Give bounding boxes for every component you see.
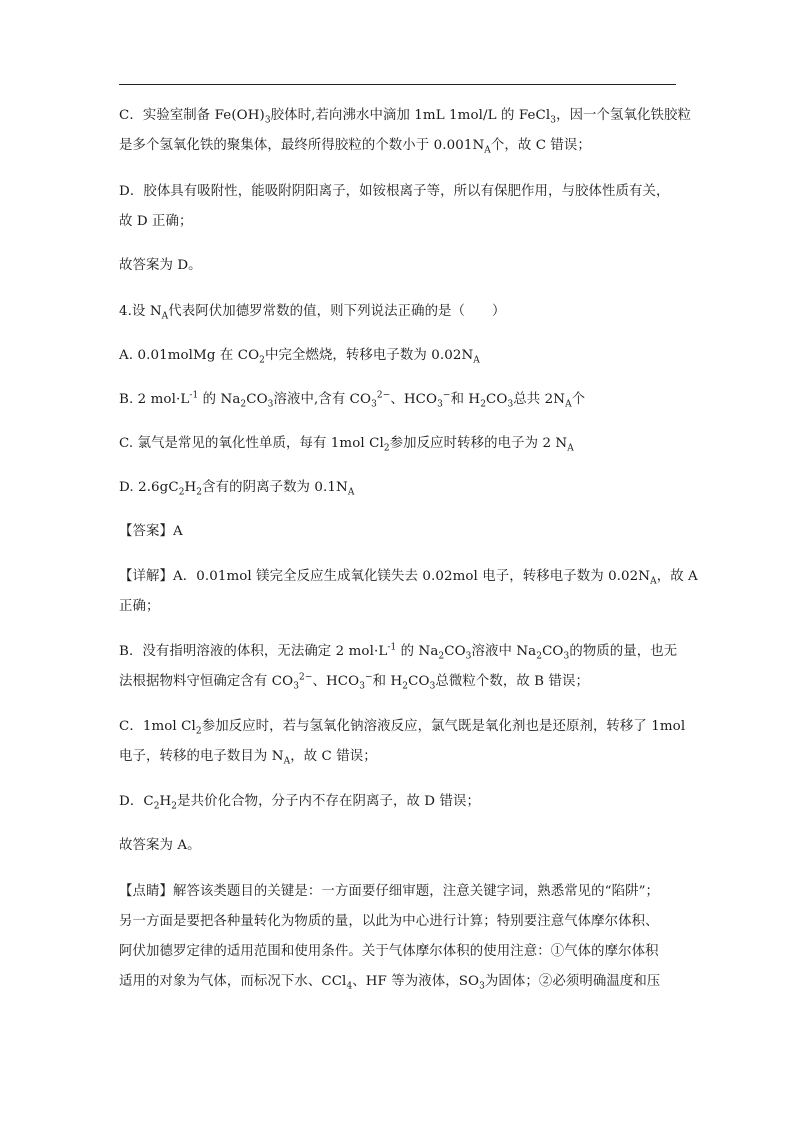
text-line — [119, 479, 689, 497]
subscript: 3 — [293, 681, 300, 692]
text-line — [119, 943, 689, 961]
text-run: 法根据物料守恒确定含有 CO — [119, 674, 294, 689]
text-line — [119, 793, 689, 811]
text-run: 代表阿伏加德罗常数的值，则下列说法正确的是（ ） — [168, 304, 506, 319]
text-run: 故答案为 D。 — [119, 258, 202, 273]
text-run: C．1mol Cl — [119, 719, 196, 734]
text-line — [119, 213, 689, 231]
subscript: 3 — [550, 115, 557, 126]
text-run: 【点睛】解答该类题目的关键是：一方面要仔细审题，注意关键字词，熟悉常见的“陷阱”； — [119, 884, 660, 899]
subscript: 3 — [429, 681, 436, 692]
superscript: − — [365, 672, 373, 683]
subscript: 2 — [383, 443, 390, 454]
text-run: 、HCO — [312, 674, 360, 689]
subscript: 2 — [171, 801, 178, 812]
text-run: 溶液中,含有 CO — [273, 392, 372, 407]
text-run: 电子，转移的电子数目为 N — [119, 749, 284, 764]
text-line — [119, 913, 689, 931]
text-line — [119, 391, 689, 409]
text-run: C．实验室制备 Fe(OH) — [119, 108, 265, 123]
subscript: 3 — [267, 399, 274, 410]
text-line — [119, 183, 689, 201]
superscript: 2− — [299, 672, 313, 683]
text-run: 另一方面是要把各种量转化为物质的量，以此为中心进行计算；特别要注意气体摩尔体积、 — [119, 914, 659, 929]
subscript: 2 — [402, 681, 409, 692]
subscript: 2 — [480, 399, 487, 410]
subscript: 3 — [479, 981, 485, 992]
subscript: A — [161, 311, 169, 322]
text-run: 总共 2N — [513, 392, 566, 407]
text-run: 的 Na — [198, 392, 241, 407]
text-run: 总微粒个数，故 B 错误； — [435, 674, 589, 689]
text-line — [119, 718, 689, 736]
text-run: D. 2.6gC — [119, 480, 179, 495]
text-line — [119, 598, 689, 616]
text-run: H — [184, 480, 197, 495]
text-run: 的物质的量，也无 — [569, 644, 678, 659]
subscript: A — [567, 443, 574, 454]
text-line — [119, 748, 689, 766]
subscript: A — [283, 756, 291, 767]
text-run: D．C — [119, 794, 154, 809]
text-run: 个 — [571, 392, 586, 407]
text-run: ，因一个氢氧化铁胶粒 — [556, 108, 691, 123]
text-run: 4.设 N — [119, 304, 162, 319]
text-run: 故答案为 A。 — [119, 838, 201, 853]
text-run: 是共价化合物，分子内不存在阴离子，故 D 错误； — [177, 794, 480, 809]
text-run: 、HF 等为液体，SO — [352, 974, 480, 989]
text-run: 参加反应时转移的电子为 2 N — [389, 436, 568, 451]
subscript: 2 — [178, 487, 185, 498]
superscript: -1 — [189, 390, 199, 401]
subscript: A — [473, 355, 480, 366]
text-line — [119, 435, 689, 453]
text-run: 含有的阴离子数为 0.1N — [202, 480, 348, 495]
text-line — [119, 837, 689, 855]
subscript: 2 — [536, 651, 543, 662]
subscript: A — [650, 576, 657, 587]
text-line — [119, 568, 698, 587]
text-run: 、HCO — [390, 392, 438, 407]
text-run: 溶液中 Na — [471, 644, 537, 659]
text-line — [119, 523, 689, 541]
text-run: 正确； — [119, 599, 160, 614]
text-run: 胶体时,若向沸水中滴加 1mL 1mol/L 的 FeCl — [270, 108, 551, 123]
text-run: 和 H — [450, 392, 481, 407]
text-run: CO — [542, 644, 564, 659]
text-run: ，故 C 错误； — [290, 749, 377, 764]
text-run: 【答案】A — [119, 524, 183, 539]
text-run: 中完全燃烧，转移电子数为 0.02N — [264, 348, 474, 363]
text-run: 适用的对象为气体，而标况下水、CCl — [119, 974, 347, 989]
subscript: 2 — [438, 651, 445, 662]
text-line — [119, 673, 689, 691]
text-run: 【详解】A．0.01mol 镁完全反应生成氧化镁失去 0.02mol 电子，转移电子数为 0.02N — [119, 569, 651, 584]
text-run: 参加反应时，若与氢氧化钠溶液反应，氯气既是氧化剂也是还原剂，转移了 1mol — [201, 719, 686, 734]
text-run: B. 2 mol·L — [119, 392, 190, 407]
text-line — [119, 137, 689, 155]
text-run: C. 氯气是常见的氧化性单质，每有 1mol Cl — [119, 436, 384, 451]
text-line — [119, 257, 689, 275]
text-run: ，故 A — [656, 569, 698, 584]
text-run: CO — [408, 674, 430, 689]
superscript: 2− — [376, 390, 391, 401]
subscript: 3 — [437, 399, 443, 410]
subscript: 2 — [153, 801, 160, 812]
subscript: 2 — [195, 726, 202, 737]
text-line — [119, 347, 689, 365]
text-run: CO — [246, 392, 268, 407]
text-run: 的 Na — [396, 644, 439, 659]
text-run: 故 D 正确； — [119, 214, 193, 229]
text-run: 阿伏加德罗定律的适用范围和使用条件。关于气体摩尔体积的使用注意：①气体的摩尔体积 — [119, 944, 659, 959]
subscript: A — [565, 399, 572, 410]
subscript: 3 — [507, 399, 514, 410]
text-line — [119, 303, 689, 321]
text-run: 是多个氢氧化铁的聚集体，最终所得胶粒的个数小于 0.001N — [119, 138, 485, 153]
text-run: H — [159, 794, 172, 809]
superscript: − — [442, 390, 451, 401]
text-run: D．胶体具有吸附性，能吸附阴阳离子，如铵根离子等，所以有保肥作用，与胶体性质有关， — [119, 184, 670, 199]
subscript: 3 — [563, 651, 570, 662]
subscript: 2 — [196, 487, 203, 498]
text-run: A. 0.01molMg 在 CO — [119, 348, 260, 363]
subscript: A — [484, 145, 491, 156]
text-run: 和 H — [372, 674, 403, 689]
text-run: 为固体；②必须明确温度和压 — [484, 974, 661, 989]
text-line — [119, 973, 689, 991]
text-run: CO — [486, 392, 508, 407]
subscript: 4 — [346, 981, 353, 992]
header-rule — [119, 84, 676, 85]
text-run: CO — [444, 644, 466, 659]
superscript: -1 — [387, 642, 397, 653]
subscript: A — [347, 487, 355, 498]
subscript: 3 — [465, 651, 472, 662]
text-line — [119, 107, 689, 125]
subscript: 2 — [240, 399, 247, 410]
text-line — [119, 643, 689, 661]
subscript: 3 — [264, 115, 271, 126]
text-run: 个，故 C 错误； — [490, 138, 591, 153]
subscript: 3 — [359, 681, 366, 692]
subscript: 3 — [371, 399, 377, 410]
subscript: 2 — [259, 355, 265, 366]
text-run: B．没有指明溶液的体积，无法确定 2 mol·L — [119, 644, 388, 659]
text-line — [119, 883, 689, 901]
